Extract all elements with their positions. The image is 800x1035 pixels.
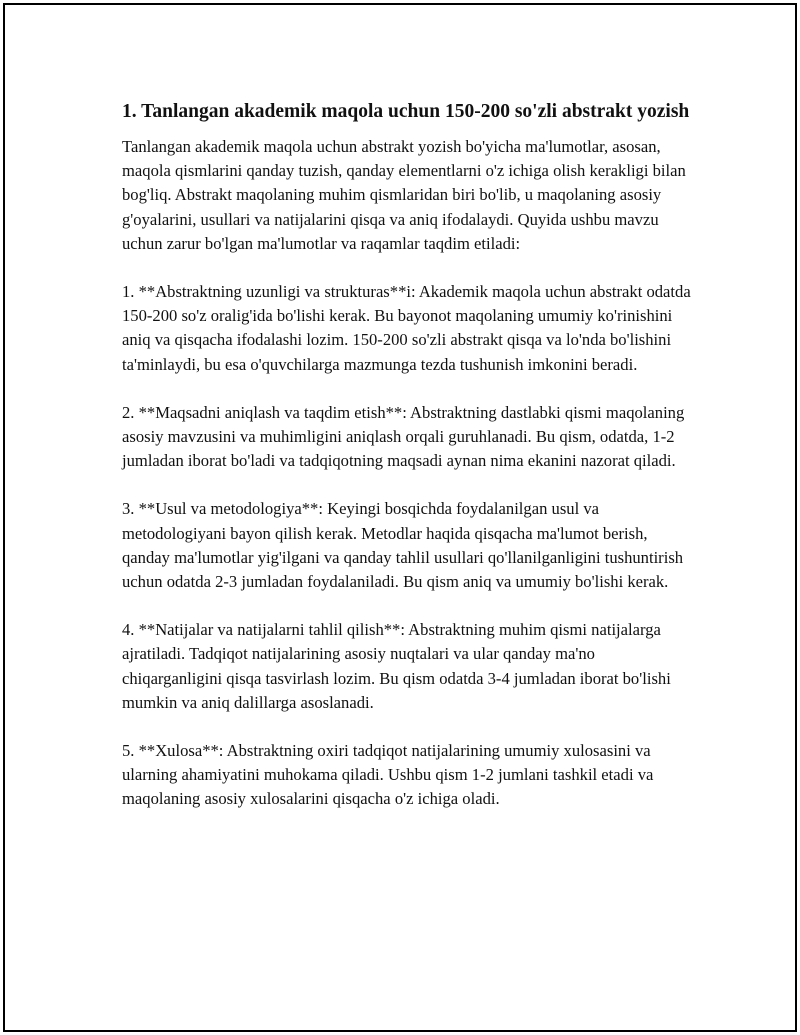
document-body [122,99,697,836]
section-length-structure: 1. **Abstraktning uzunligi va strukturas**i: Akademik maqola uchun abstrakt odatda 150-200 so'z oralig'ida bo'lishi kerak. Bu bayonot maqolaning umumiy ko'rinishini aniq va qisqacha ifodalashi lozim. 150-200 so'zli abstrakt qisqa va lo'nda bo'lishini ta'minlaydi, bu esa o'quvchilarga mazmunga tezda tushunish imkonini beradi. [122,282,691,374]
section-results: 4. **Natijalar va natijalarni tahlil qilish**: Abstraktning muhim qismi natijalarga ajratiladi. Tadqiqot natijalarining asosiy nuqtalari va ular qanday ma'no chiqarganligini qisqa tasvirlash lozim. Bu qism odatda 3-4 jumladan iborat bo'lishi mumkin va aniq dalillarga asoslanadi. [122,620,671,712]
section-conclusion: 5. **Xulosa**: Abstraktning oxiri tadqiqot natijalarining umumiy xulosasini va ularning ahamiyatini muhokama qiladi. Ushbu qism 1-2 jumlani tashkil etadi va maqolaning asosiy xulosalarini qisqacha o'z ichiga oladi. [122,741,654,809]
document-title: 1. Tanlangan akademik maqola uchun 150-200 so'zli abstrakt yozish [122,101,690,122]
section-purpose: 2. **Maqsadni aniqlash va taqdim etish**: Abstraktning dastlabki qismi maqolaning asosiy mavzusini va muhimligini aniqlash orqali guruhlanadi. Bu qism, odatda, 1-2 jumladan iborat bo'ladi va tadqiqotning maqsadi aynan nima ekanini nazorat qiladi. [122,402,685,471]
page-frame [3,3,797,1032]
intro-paragraph: Tanlangan akademik maqola uchun abstrakt yozish bo'yicha ma'lumotlar, asosan, maqola qismlarini qanday tuzish, qanday elementlarni o'z ichiga olish kerakligi bilan bog'liq. Abstrakt maqolaning muhim qismlaridan biri bo'lib, u maqolaning asosiy g'oyalarini, usullari va natijalarini qisqa va aniq ifodalaydi. Quyida ushbu mavzu uchun zarur bo'lgan ma'lumotlar va raqamlar taqdim etiladi: [122,137,686,253]
section-methodology: 3. **Usul va metodologiya**: Keyingi bosqichda foydalanilgan usul va metodologiyani bayon qilish kerak. Metodlar haqida qisqacha ma'lumot berish, qanday ma'lumotlar yig'ilgani va qanday tahlil usullari qo'llanilganligini tushuntirish uchun odatda 2-3 jumladan foydalaniladi. Bu qism aniq va umumiy bo'lishi kerak. [122,499,684,592]
